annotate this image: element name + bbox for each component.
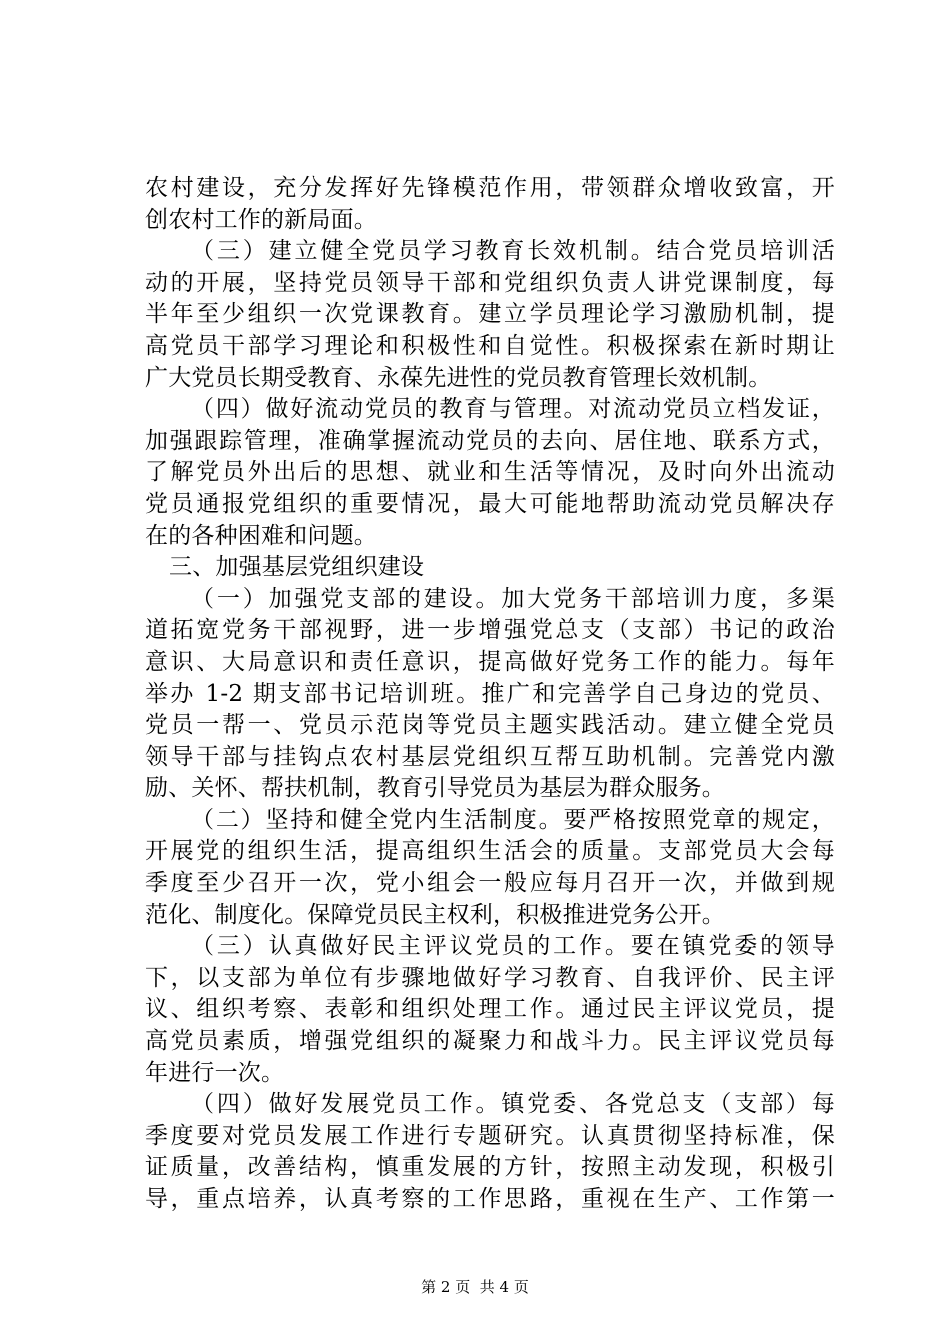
text-line: （四）做好发展党员工作。镇党委、各党总支（支部）每 — [191, 1091, 835, 1118]
text-line: 半年至少组织一次党课教育。建立学员理论学习激励机制，提 — [145, 301, 835, 328]
text-line: 年进行一次。 — [145, 1059, 285, 1086]
text-line: 范化、制度化。保障党员民主权利，积极推进党务公开。 — [145, 901, 725, 928]
text-line: 创农村工作的新局面。 — [145, 206, 377, 233]
section-heading: 三、加强基层党组织建设 — [169, 554, 425, 581]
text-line: （三）建立健全党员学习教育长效机制。结合党员培训活 — [191, 238, 835, 265]
text-line: 开展党的组织生活，提高组织生活会的质量。支部党员大会每 — [145, 838, 835, 865]
text-line: 农村建设，充分发挥好先锋模范作用，带领群众增收致富，开 — [145, 175, 835, 201]
text-line: 导，重点培养，认真考察的工作思路，重视在生产、工作第一 — [145, 1186, 835, 1212]
text-line: 季度要对党员发展工作进行专题研究。认真贯彻坚持标准，保 — [145, 1122, 835, 1149]
text-line: 党员一帮一、党员示范岗等党员主题实践活动。建立健全党员 — [145, 712, 835, 739]
text-line: （四）做好流动党员的教育与管理。对流动党员立档发证， — [191, 396, 835, 423]
text-line: 在的各种困难和问题。 — [145, 522, 377, 549]
text-line: （三）认真做好民主评议党员的工作。要在镇党委的领导 — [191, 933, 835, 960]
text-line: 动的开展，坚持党员领导干部和党组织负责人讲党课制度，每 — [145, 269, 835, 296]
text-line: 证质量，改善结构，慎重发展的方针，按照主动发现，积极引 — [145, 1154, 835, 1181]
text-line: 了解党员外出后的思想、就业和生活等情况，及时向外出流动 — [145, 459, 835, 486]
text-line: 广大党员长期受教育、永葆先进性的党员教育管理长效机制。 — [145, 364, 772, 391]
text-line: 加强跟踪管理，准确掌握流动党员的去向、居住地、联系方式， — [145, 427, 835, 454]
text-line: 领导干部与挂钩点农村基层党组织互帮互助机制。完善党内激 — [145, 743, 835, 770]
text-line: 党员通报党组织的重要情况，最大可能地帮助流动党员解决存 — [145, 490, 835, 517]
document-body — [145, 173, 835, 1216]
text-line: 道拓宽党务干部视野，进一步增强党总支（支部）书记的政治 — [145, 617, 835, 644]
page-footer — [0, 1277, 950, 1297]
text-line: 举办 1-2 期支部书记培训班。推广和完善学自己身边的党员、 — [145, 680, 835, 707]
text-line: 议、组织考察、表彰和组织处理工作。通过民主评议党员，提 — [145, 996, 835, 1023]
text-line: 励、关怀、帮扶机制，教育引导党员为基层为群众服务。 — [145, 775, 725, 802]
text-line: 高党员素质，增强党组织的凝聚力和战斗力。民主评议党员每 — [145, 1028, 835, 1055]
page-number-label: 第 2 页 共 4 页 — [421, 1278, 529, 1296]
text-line: （二）坚持和健全党内生活制度。要严格按照党章的规定， — [191, 806, 835, 833]
text-line: 意识、大局意识和责任意识，提高做好党务工作的能力。每年 — [145, 648, 835, 675]
text-line: （一）加强党支部的建设。加大党务干部培训力度，多渠 — [191, 585, 835, 612]
text-line: 高党员干部学习理论和积极性和自觉性。积极探索在新时期让 — [145, 332, 835, 359]
text-line: 下，以支部为单位有步骤地做好学习教育、自我评价、民主评 — [145, 964, 835, 991]
text-line: 季度至少召开一次，党小组会一般应每月召开一次，并做到规 — [145, 870, 835, 897]
